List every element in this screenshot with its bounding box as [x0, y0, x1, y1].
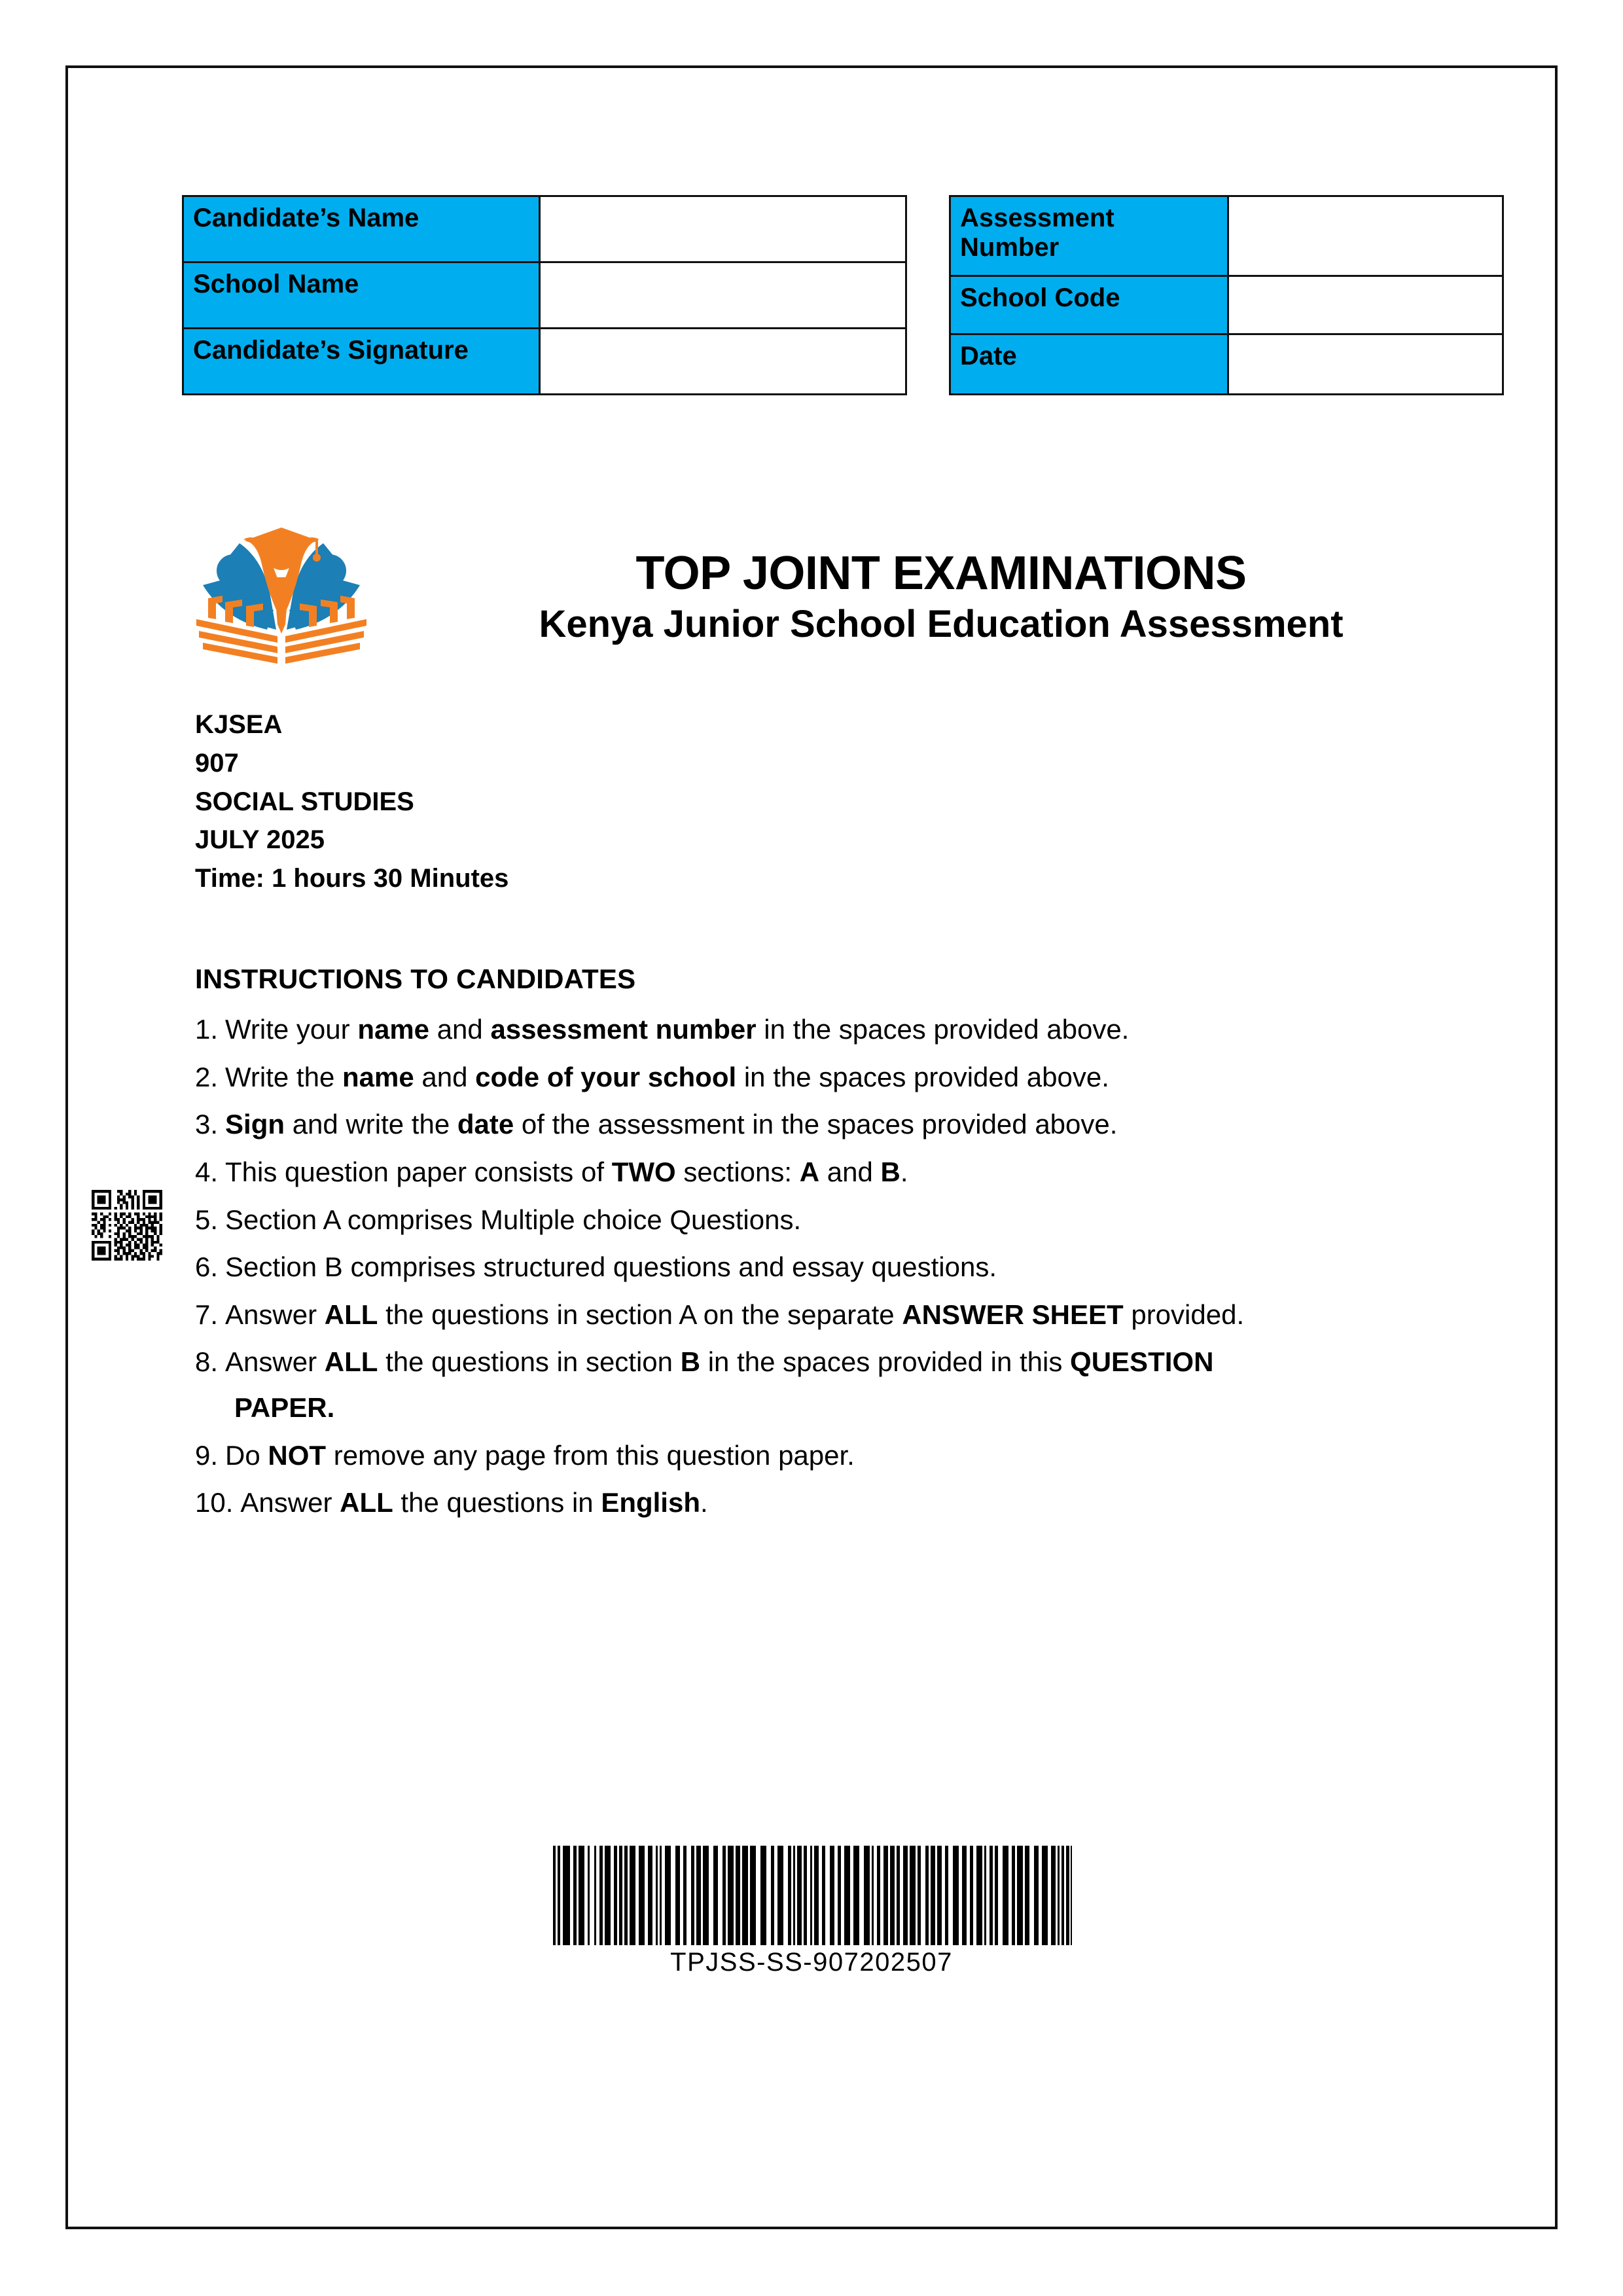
instruction-item	[195, 1010, 1458, 1049]
instruction-item	[195, 1200, 1458, 1240]
candidate-name-field[interactable]	[540, 196, 906, 262]
exam-code: KJSEA	[195, 710, 283, 739]
instruction-number: 4.	[195, 1156, 219, 1187]
instruction-text: This question paper consists of TWO sections: A and B.	[225, 1156, 908, 1187]
exam-session: JULY 2025	[195, 825, 325, 855]
table-row	[950, 334, 1503, 394]
instruction-item	[195, 1058, 1458, 1097]
barcode-icon	[552, 1846, 1072, 1945]
instruction-number: 7.	[195, 1299, 219, 1330]
candidate-signature-label: Candidate’s Signature	[183, 329, 540, 395]
page-subtitle: Kenya Junior School Education Assessment	[539, 602, 1344, 645]
instruction-continuation: PAPER.	[234, 1392, 335, 1423]
candidate-details-table	[182, 195, 907, 395]
candidate-identity-tables	[182, 195, 1504, 395]
instruction-item	[195, 1295, 1458, 1335]
instruction-text: Write your name and assessment number in the spaces provided above.	[225, 1014, 1130, 1045]
subject-name: SOCIAL STUDIES	[195, 787, 414, 816]
instruction-text: Answer ALL the questions in section B in the spaces provided in this QUESTION	[225, 1346, 1214, 1378]
paper-number: 907	[195, 748, 239, 778]
instruction-text: Sign and write the date of the assessment in the spaces provided above.	[225, 1109, 1118, 1140]
barcode-block	[0, 1846, 1623, 1977]
instructions-list	[195, 1001, 1458, 1522]
instruction-text: Answer ALL the questions in section A on the separate ANSWER SHEET provided.	[225, 1299, 1245, 1330]
table-row	[183, 329, 906, 395]
exam-header	[182, 511, 1504, 681]
instruction-item	[195, 1153, 1458, 1192]
instruction-text: Section A comprises Multiple choice Questions.	[225, 1204, 802, 1235]
candidate-name-label: Candidate’s Name	[183, 196, 540, 262]
date-field[interactable]	[1228, 334, 1503, 394]
date-label: Date	[950, 334, 1228, 394]
instruction-number: 1.	[195, 1014, 219, 1045]
school-code-field[interactable]	[1228, 276, 1503, 334]
table-row	[950, 196, 1503, 276]
table-row	[183, 196, 906, 262]
instruction-number: 2.	[195, 1061, 219, 1092]
instruction-item	[195, 1436, 1458, 1475]
school-name-label: School Name	[183, 262, 540, 329]
instruction-number: 3.	[195, 1109, 219, 1140]
assessment-number-field[interactable]	[1228, 196, 1503, 276]
graduation-book-logo-icon	[194, 514, 369, 666]
instruction-text: Section B comprises structured questions and essay questions.	[225, 1251, 997, 1283]
page-title: TOP JOINT EXAMINATIONS	[635, 547, 1247, 600]
table-row	[950, 276, 1503, 334]
instruction-item	[195, 1247, 1458, 1287]
instruction-number: 9.	[195, 1439, 219, 1471]
instruction-text: Do NOT remove any page from this question paper.	[225, 1439, 855, 1471]
table-row	[183, 262, 906, 329]
instruction-number: 10.	[195, 1487, 234, 1518]
qr-code-icon	[92, 1190, 162, 1261]
candidate-signature-field[interactable]	[540, 329, 906, 395]
instruction-text: Write the name and code of your school in the spaces provided above.	[225, 1061, 1109, 1092]
instruction-item	[195, 1483, 1458, 1522]
title-group	[378, 511, 1504, 646]
instruction-number: 6.	[195, 1251, 219, 1283]
school-name-field[interactable]	[540, 262, 906, 329]
instruction-number: 8.	[195, 1346, 219, 1378]
instruction-text: Answer ALL the questions in English.	[240, 1487, 708, 1518]
instruction-number: 5.	[195, 1204, 219, 1235]
instructions-heading: INSTRUCTIONS TO CANDIDATES	[195, 963, 636, 994]
assessment-number-label: Assessment Number	[950, 196, 1228, 276]
instruction-item	[195, 1105, 1458, 1144]
assessment-details-table	[949, 195, 1504, 395]
instruction-item	[195, 1342, 1458, 1382]
barcode-label: TPJSS-SS-907202507	[670, 1948, 953, 1977]
exam-meta	[195, 706, 1111, 898]
exam-duration: Time: 1 hours 30 Minutes	[195, 864, 509, 893]
school-code-label: School Code	[950, 276, 1228, 334]
